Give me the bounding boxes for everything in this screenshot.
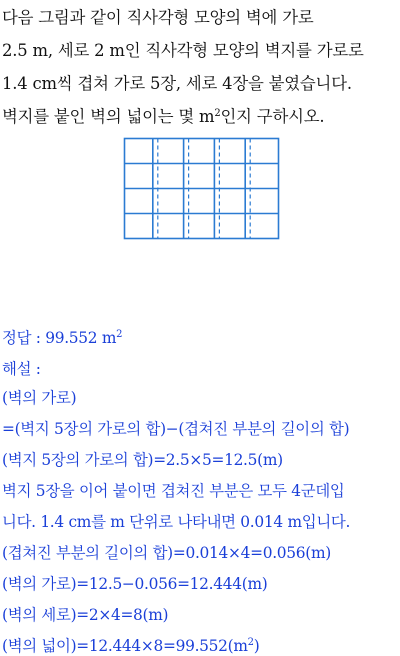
solution-step-9-suffix: ) <box>253 637 260 655</box>
question-line-2: 2.5 m, 세로 2 m인 직사각형 모양의 벽지를 가로로 <box>2 41 364 60</box>
answer-line <box>2 326 122 348</box>
question-line-4-superscript: 2 <box>214 108 221 119</box>
wallpaper-grid-figure <box>123 137 283 241</box>
question-line-3: 1.4 cm씩 겹쳐 가로 5장, 세로 4장을 붙였습니다. <box>2 74 352 93</box>
solution-step-4: 벽지 5장을 이어 붙이면 겹쳐진 부분은 모두 4군데입 <box>2 482 345 500</box>
question-line-4-suffix: 인지 구하시오. <box>220 107 325 126</box>
solution-step-1: (벽의 가로) <box>2 389 77 407</box>
solution-step-3: (벽지 5장의 가로의 합)=2.5×5=12.5(m) <box>2 451 283 469</box>
solution-step-9 <box>2 634 259 656</box>
solution-step-7: (벽의 가로)=12.5−0.056=12.444(m) <box>2 575 268 593</box>
explanation-label: 해설 : <box>2 360 41 378</box>
solution-step-8: (벽의 세로)=2×4=8(m) <box>2 606 169 624</box>
answer-text: 정답 : 99.552 m <box>2 329 117 347</box>
solution-step-2: =(벽지 5장의 가로의 합)−(겹쳐진 부분의 길이의 합) <box>2 420 350 438</box>
solution-step-5: 니다. 1.4 cm를 m 단위로 나타내면 0.014 m입니다. <box>2 513 351 531</box>
question-line-4-text: 벽지를 붙인 벽의 넓이는 몇 m <box>2 107 215 126</box>
answer-superscript: 2 <box>116 329 123 340</box>
solution-step-6: (겹쳐진 부분의 길이의 합)=0.014×4=0.056(m) <box>2 544 331 562</box>
question-line-4 <box>2 103 324 127</box>
question-line-1: 다음 그림과 같이 직사각형 모양의 벽에 가로 <box>2 8 314 27</box>
solution-step-9-superscript: 2 <box>247 637 254 648</box>
solution-step-9-text: (벽의 넓이)=12.444×8=99.552(m <box>2 637 248 655</box>
